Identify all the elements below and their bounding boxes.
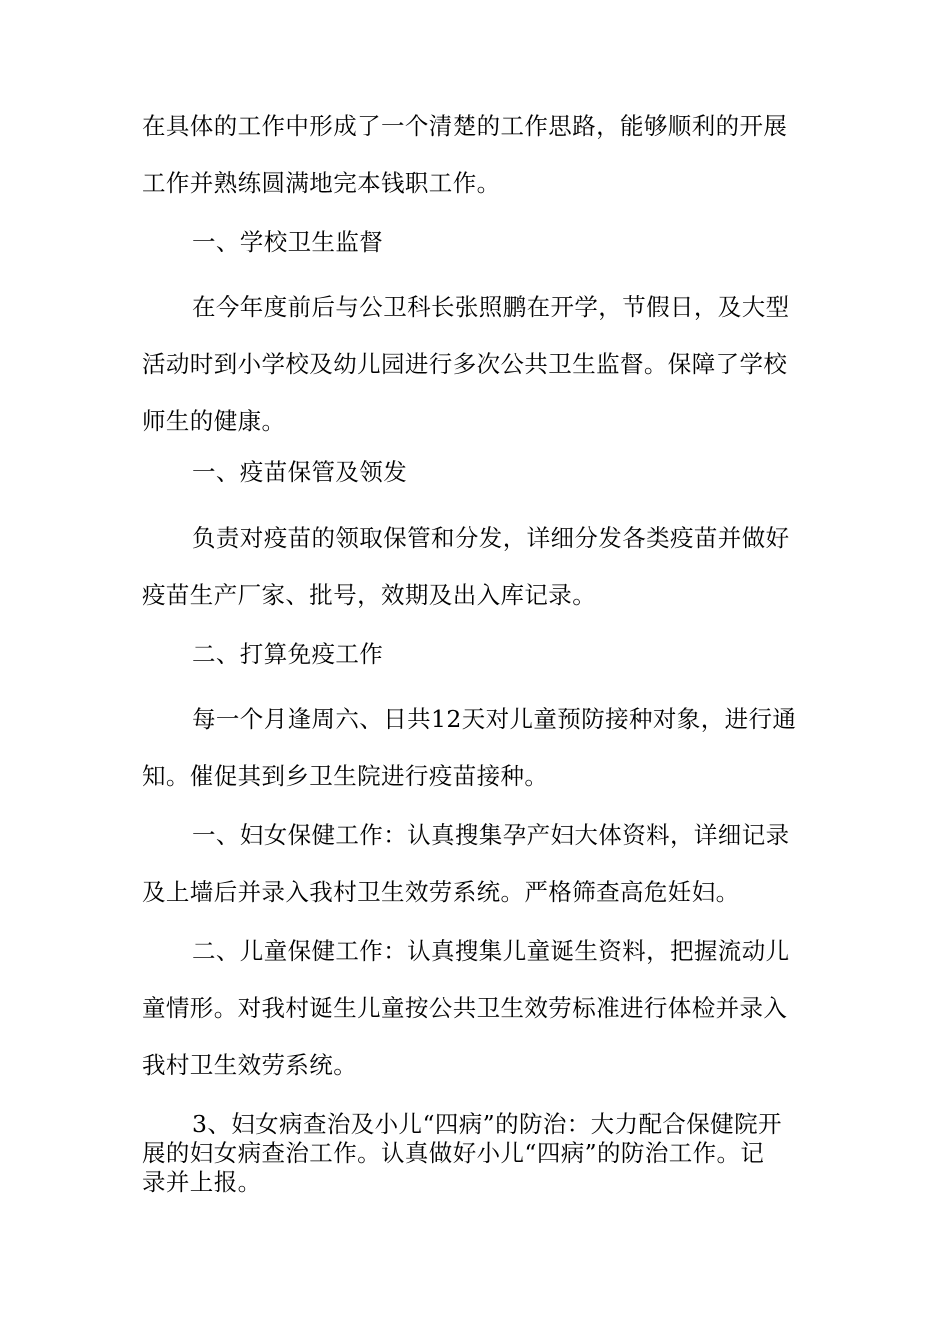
text-line: 二、儿童保健工作：认真搜集儿童诞生资料，把握流动儿 — [192, 937, 790, 965]
text-line: 童情形。对我村诞生儿童按公共卫生效劳标准进行体检并录入 — [142, 994, 788, 1022]
text-line: 及上墙后并录入我村卫生效劳系统。严格筛查高危妊妇。 — [142, 878, 740, 906]
text-line: 疫苗生产厂家、批号，效期及出入库记录。 — [142, 581, 597, 609]
text-line: 在今年度前后与公卫科长张照鹏在开学，节假日，及大型 — [192, 293, 790, 321]
text-line: 工作并熟练圆满地完本钱职工作。 — [142, 169, 501, 197]
paragraph-disease-prevention — [142, 1110, 814, 1197]
paragraph-immunization — [142, 691, 814, 805]
text-line: 师生的健康。 — [142, 407, 286, 435]
paragraph-child-health — [142, 923, 814, 1094]
text-line: 3、妇女病查治及小儿“四病”的防治：大力配合保健院开 — [192, 1110, 782, 1138]
text-line: 每一个月逢周六、日共12天对儿童预防接种对象，进行通 — [192, 705, 797, 733]
text-line: 录并上报。 — [142, 1168, 262, 1196]
heading-vaccine-storage — [142, 444, 814, 501]
text-line: 我村卫生效劳系统。 — [142, 1051, 358, 1079]
paragraph-school-hygiene — [142, 279, 814, 450]
paragraph-women-health — [142, 807, 814, 921]
text-line: 一、妇女保健工作：认真搜集孕产妇大体资料，详细记录 — [192, 821, 790, 849]
text-line: 知。催促其到乡卫生院进行疫苗接种。 — [142, 762, 549, 790]
heading-text: 一、学校卫生监督 — [192, 228, 384, 256]
text-line: 活动时到小学校及幼儿园进行多次公共卫生监督。保障了学校 — [142, 350, 788, 378]
heading-text: 一、疫苗保管及领发 — [192, 458, 408, 486]
text-line: 在具体的工作中形成了一个清楚的工作思路，能够顺利的开展 — [142, 112, 788, 140]
heading-text: 二、打算免疫工作 — [192, 640, 384, 668]
paragraph-vaccine-storage — [142, 510, 814, 624]
text-line: 展的妇女病查治工作。认真做好小儿“四病”的防治工作。记 — [142, 1139, 765, 1167]
heading-immunization — [142, 626, 814, 683]
text-line: 负责对疫苗的领取保管和分发，详细分发各类疫苗并做好 — [192, 524, 790, 552]
paragraph-work-summary — [142, 98, 814, 212]
heading-school-hygiene — [142, 214, 814, 271]
